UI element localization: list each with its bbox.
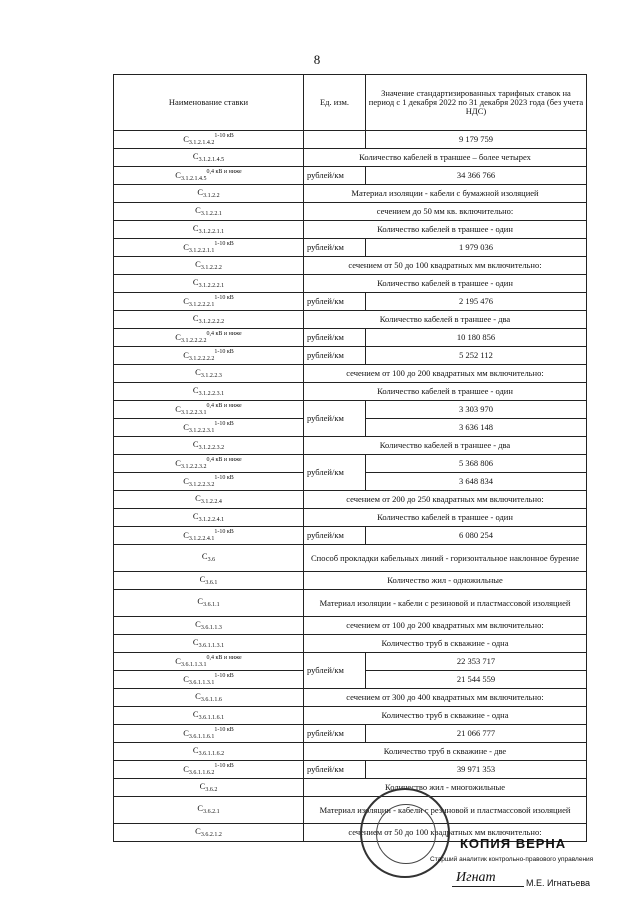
rate-code [114, 590, 304, 617]
rate-code [114, 221, 304, 239]
rate-code-voltage: 1-10 кВ [214, 240, 234, 247]
rate-code-index: 3.1.2.2.3.2 [188, 481, 215, 488]
unit-cell: рублей/км [304, 725, 366, 743]
unit-cell: рублей/км [304, 329, 366, 347]
rate-code-letter: C [183, 349, 189, 360]
rate-code [114, 473, 304, 491]
unit-cell: рублей/км [304, 167, 366, 185]
rate-code [114, 491, 304, 509]
rate-code-index: 3.6.1.1.3.1 [188, 679, 215, 686]
table-row [114, 203, 587, 221]
row-description: Материал изоляции - кабели с бумажной изоляцией [304, 185, 587, 203]
table-row [114, 365, 587, 383]
rate-code-index: 3.1.2.2.3 [200, 372, 222, 379]
rate-code [114, 671, 304, 689]
rate-code-index: 3.1.2.2.2.2 [188, 355, 215, 362]
signature-line [452, 886, 524, 887]
table-row [114, 221, 587, 239]
table-row [114, 131, 587, 149]
header-rate-name: Наименование ставки [114, 75, 304, 131]
unit-cell: рублей/км [304, 239, 366, 257]
rate-code-letter: C [195, 204, 201, 215]
rate-code-index: 3.1.2.2.1.1 [198, 228, 225, 235]
rate-code [114, 527, 304, 545]
rate-code [114, 401, 304, 419]
rate-code [114, 824, 304, 842]
table-row [114, 491, 587, 509]
page-number: 8 [313, 52, 321, 67]
rate-code [114, 365, 304, 383]
rate-code [114, 743, 304, 761]
rate-code-letter: C [183, 241, 189, 252]
table-row [114, 185, 587, 203]
rate-code [114, 311, 304, 329]
rate-code [114, 572, 304, 590]
rate-value: 6 080 254 [366, 527, 587, 545]
rate-code-index: 3.6.1 [205, 579, 218, 586]
rate-code-index: 3.1.2.2.2.2 [180, 337, 207, 344]
row-description: Количество труб в скважине - две [304, 743, 587, 761]
table-row [114, 590, 587, 617]
rate-code-letter: C [175, 331, 181, 342]
table-header-row [114, 75, 587, 131]
row-description: сечением от 50 до 100 квадратных мм включительно: [304, 257, 587, 275]
rate-code-index: 3.1.2.2.1 [200, 210, 222, 217]
rate-code-letter: C [195, 258, 201, 269]
rate-code-letter: C [192, 708, 199, 719]
table-row [114, 329, 587, 347]
row-description: сечением от 100 до 200 квадратных мм включительно: [304, 617, 587, 635]
unit-cell: рублей/км [304, 347, 366, 365]
rate-code-index: 3.1.2.2.4.1 [188, 535, 215, 542]
rate-code-letter: C [192, 222, 199, 233]
table-row [114, 761, 587, 779]
rate-value: 10 180 856 [366, 329, 587, 347]
table-row [114, 383, 587, 401]
rate-code [114, 545, 304, 572]
rate-code-letter: C [199, 573, 206, 584]
rate-code-index: 3.1.2.2.3.1 [198, 390, 225, 397]
row-description: Количество кабелей в траншее - один [304, 509, 587, 527]
rate-code [114, 419, 304, 437]
rate-code [114, 689, 304, 707]
rate-code [114, 761, 304, 779]
header-value: Значение стандартизированных тарифных ставок на период с 1 декабря 2022 по 31 декабря 2023 года (без учета НДС) [366, 75, 587, 131]
rate-code-index: 3.6.1.1.6.2 [198, 750, 225, 757]
row-description: Количество кабелей в траншее - один [304, 221, 587, 239]
rate-code-letter: C [192, 510, 199, 521]
row-description: Количество жил - одножильные [304, 572, 587, 590]
rate-code-index: 3.6.1.1.6.2 [188, 769, 215, 776]
table-row [114, 527, 587, 545]
copy-position: Старший аналитик контрольно-правового управления [430, 856, 594, 863]
row-description: Количество жил - многожильные [304, 779, 587, 797]
row-description: Материал изоляции - кабели с резиновой и пластмассовой изоляцией [304, 590, 587, 617]
rate-code-index: 3.6.1.1.3 [200, 624, 222, 631]
unit-cell: рублей/км [304, 455, 366, 491]
rate-code-letter: C [175, 169, 181, 180]
rate-code-voltage: 0,4 кВ и ниже [206, 168, 242, 175]
rate-code-index: 3.6 [207, 557, 216, 564]
rate-code-letter: C [201, 551, 208, 562]
rate-code-voltage: 1-10 кВ [214, 474, 234, 481]
rate-code-index: 3.6.1.1.3.1 [198, 642, 225, 649]
row-description: сечением от 100 до 200 квадратных мм включительно: [304, 365, 587, 383]
rate-code [114, 635, 304, 653]
row-description: Количество кабелей в траншее - два [304, 311, 587, 329]
rate-code-letter: C [183, 421, 189, 432]
rate-value: 21 544 559 [366, 671, 587, 689]
rate-code [114, 203, 304, 221]
rate-code [114, 239, 304, 257]
rate-code-letter: C [192, 150, 199, 161]
rate-value: 5 252 112 [366, 347, 587, 365]
rate-value: 22 353 717 [366, 653, 587, 671]
rate-code-index: 3.6.1.1.6 [200, 696, 222, 703]
rate-code-letter: C [192, 438, 199, 449]
tariff-table [113, 74, 587, 842]
rate-code-voltage: 1-10 кВ [214, 348, 234, 355]
rate-code [114, 437, 304, 455]
row-description: сечением от 300 до 400 квадратных мм включительно: [304, 689, 587, 707]
rate-value: 5 368 806 [366, 455, 587, 473]
table-row [114, 437, 587, 455]
row-description: Материал изоляции - кабели с резиновой и пластмассовой изоляцией [304, 797, 587, 824]
rate-code-index: 3.1.2.2.2.1 [198, 282, 225, 289]
table-row [114, 653, 587, 671]
rate-code-voltage: 1-10 кВ [214, 294, 234, 301]
rate-code-voltage: 1-10 кВ [214, 420, 234, 427]
rate-code-letter: C [183, 673, 189, 684]
row-description: сечением от 50 до 100 квадратных мм включительно: [304, 824, 587, 842]
rate-code-letter: C [199, 780, 206, 791]
unit-cell: рублей/км [304, 761, 366, 779]
table-row [114, 725, 587, 743]
rate-code-letter: C [175, 457, 181, 468]
rate-value: 3 303 970 [366, 401, 587, 419]
table-row [114, 275, 587, 293]
rate-code-index: 3.6.1.1.6.1 [188, 733, 215, 740]
rate-code-letter: C [183, 295, 189, 306]
rate-code-voltage: 0,4 кВ и ниже [206, 456, 242, 463]
rate-code-index: 3.1.2.1.4.2 [188, 139, 215, 146]
rate-code-index: 3.6.2.1 [203, 809, 220, 816]
rate-code [114, 257, 304, 275]
row-description: Количество кабелей в траншее - один [304, 275, 587, 293]
rate-code-letter: C [192, 312, 199, 323]
table-row [114, 293, 587, 311]
rate-code-letter: C [192, 384, 199, 395]
rate-code-index: 3.1.2.2.3.1 [188, 427, 215, 434]
rate-code-index: 3.1.2.2.3.2 [198, 444, 225, 451]
unit-cell: рублей/км [304, 401, 366, 437]
rate-code [114, 329, 304, 347]
rate-code-letter: C [195, 825, 201, 836]
rate-code [114, 293, 304, 311]
row-description: сечением от 200 до 250 квадратных мм включительно: [304, 491, 587, 509]
rate-code-voltage: 1-10 кВ [214, 528, 234, 535]
rate-code [114, 185, 304, 203]
rate-code-letter: C [192, 276, 199, 287]
rate-code-letter: C [195, 618, 201, 629]
table-row [114, 239, 587, 257]
rate-code-index: 3.6.2.1.2 [200, 831, 222, 838]
unit-cell: рублей/км [304, 293, 366, 311]
rate-code [114, 653, 304, 671]
row-description: Способ прокладки кабельных линий - горизонтальное наклонное бурение [304, 545, 587, 572]
rate-code [114, 149, 304, 167]
rate-code-voltage: 0,4 кВ и ниже [206, 402, 242, 409]
rate-code-index: 3.1.2.2.3.1 [180, 409, 207, 416]
rate-code-index: 3.6.1.1 [203, 602, 220, 609]
table-row [114, 572, 587, 590]
rate-code-voltage: 1-10 кВ [214, 726, 234, 733]
rate-value: 3 636 148 [366, 419, 587, 437]
signatory-name: М.Е. Игнатьева [526, 878, 591, 888]
rate-code [114, 707, 304, 725]
unit-cell [304, 131, 366, 149]
rate-value: 3 648 834 [366, 473, 587, 491]
rate-code [114, 131, 304, 149]
rate-code-letter: C [175, 655, 181, 666]
rate-code [114, 509, 304, 527]
table-row [114, 347, 587, 365]
table-row [114, 635, 587, 653]
table-row [114, 617, 587, 635]
row-description: Количество труб в скважине - одна [304, 707, 587, 725]
seal-inner-ring [376, 804, 436, 864]
table-row [114, 797, 587, 824]
rate-code [114, 797, 304, 824]
row-description: Количество кабелей в траншее - один [304, 383, 587, 401]
rate-code [114, 347, 304, 365]
rate-code-letter: C [183, 133, 189, 144]
table-row [114, 257, 587, 275]
rate-code-letter: C [195, 690, 201, 701]
rate-code-letter: C [183, 763, 189, 774]
signature: Игнат [456, 870, 496, 885]
rate-code-letter: C [197, 186, 204, 197]
row-description: Количество кабелей в траншее – более четырех [304, 149, 587, 167]
rate-code-letter: C [192, 744, 199, 755]
rate-code-letter: C [197, 596, 204, 607]
table-row [114, 743, 587, 761]
rate-code-voltage: 0,4 кВ и ниже [206, 654, 242, 661]
rate-code-index: 3.6.1.1.3.1 [180, 661, 207, 668]
table-body [114, 131, 587, 842]
unit-cell: рублей/км [304, 527, 366, 545]
rate-code-index: 3.1.2.2 [203, 192, 220, 199]
rate-code-letter: C [183, 529, 189, 540]
table-row [114, 779, 587, 797]
rate-code-index: 3.6.2 [205, 786, 218, 793]
rate-value: 2 195 476 [366, 293, 587, 311]
row-description: Количество труб в скважине - одна [304, 635, 587, 653]
rate-code [114, 383, 304, 401]
table-row [114, 167, 587, 185]
rate-code [114, 725, 304, 743]
rate-value: 21 066 777 [366, 725, 587, 743]
rate-code-index: 3.1.2.1.4.5 [198, 156, 225, 163]
rate-code-index: 3.6.1.1.6.1 [198, 714, 225, 721]
rate-code-letter: C [183, 475, 189, 486]
table-row [114, 401, 587, 419]
rate-code [114, 167, 304, 185]
header-unit: Ед. изм. [304, 75, 366, 131]
official-seal [360, 788, 450, 878]
rate-code-letter: C [195, 366, 201, 377]
rate-code-index: 3.1.2.2.2.1 [188, 301, 215, 308]
table-row [114, 455, 587, 473]
row-description: сечением до 50 мм кв. включительно: [304, 203, 587, 221]
rate-code-index: 3.1.2.2.2 [200, 264, 222, 271]
rate-code-index: 3.1.2.1.4.5 [180, 175, 207, 182]
table-row [114, 509, 587, 527]
rate-code [114, 779, 304, 797]
rate-code-index: 3.1.2.2.4 [200, 498, 222, 505]
table-row [114, 707, 587, 725]
rate-value: 34 366 766 [366, 167, 587, 185]
unit-cell: рублей/км [304, 653, 366, 689]
rate-code [114, 455, 304, 473]
rate-code-index: 3.1.2.2.2.2 [198, 318, 225, 325]
rate-code-voltage: 1-10 кВ [214, 672, 234, 679]
rate-code-voltage: 0,4 кВ и ниже [206, 330, 242, 337]
table-row [114, 311, 587, 329]
rate-code-letter: C [183, 727, 189, 738]
rate-value: 9 179 759 [366, 131, 587, 149]
rate-code-voltage: 1-10 кВ [214, 132, 234, 139]
rate-value: 39 971 353 [366, 761, 587, 779]
rate-code-index: 3.1.2.2.3.2 [180, 463, 207, 470]
rate-code-index: 3.1.2.2.1.1 [188, 247, 215, 254]
rate-code-letter: C [175, 403, 181, 414]
table-row [114, 545, 587, 572]
rate-code-letter: C [195, 492, 201, 503]
table-row [114, 689, 587, 707]
rate-code [114, 617, 304, 635]
row-description: Количество кабелей в траншее - два [304, 437, 587, 455]
rate-code-letter: C [197, 803, 204, 814]
rate-code-letter: C [192, 636, 199, 647]
copy-title: КОПИЯ ВЕРНА [460, 836, 567, 851]
table-row [114, 149, 587, 167]
rate-value: 1 979 036 [366, 239, 587, 257]
rate-code-index: 3.1.2.2.4.1 [198, 516, 225, 523]
rate-code [114, 275, 304, 293]
rate-code-voltage: 1-10 кВ [214, 762, 234, 769]
